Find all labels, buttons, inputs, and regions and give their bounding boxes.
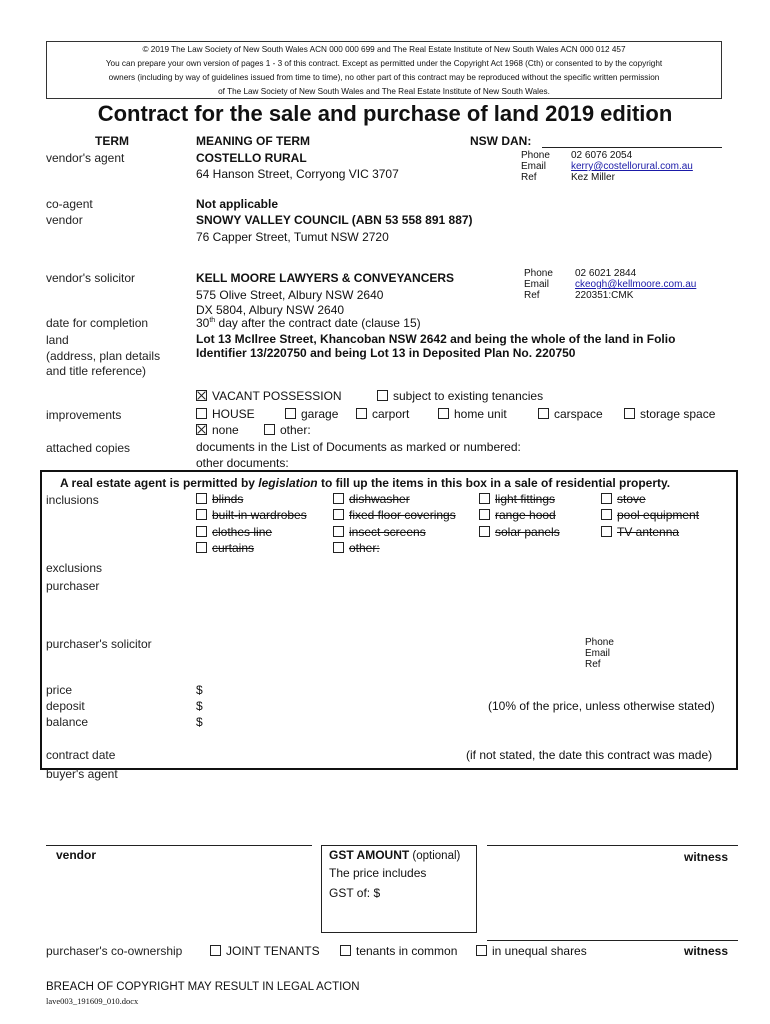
checkbox-icon[interactable]: [538, 408, 549, 419]
balance-dollar: $: [196, 715, 203, 729]
breach-warning: BREACH OF COPYRIGHT MAY RESULT IN LEGAL ACTION: [46, 981, 360, 993]
improvement-house-option[interactable]: [196, 407, 255, 421]
land-label-details: (address, plan details: [46, 349, 161, 363]
gst-box-bottom: [321, 932, 477, 933]
inclusion-label: light fittings: [495, 492, 556, 506]
inclusion-stove[interactable]: [601, 492, 646, 506]
improvement-none-option[interactable]: [196, 423, 239, 437]
inclusion-light-fittings[interactable]: [479, 492, 555, 506]
tenants-in-common-label: tenants in common: [356, 944, 458, 958]
inclusion-dishwasher[interactable]: [333, 492, 410, 506]
gst-box-right: [476, 845, 477, 933]
gst-box-top: [321, 845, 477, 846]
completion-text: day after the contract date (clause 15): [215, 316, 421, 330]
home-unit-label: home unit: [454, 407, 507, 421]
improvements-label: improvements: [46, 408, 122, 422]
checkbox-icon[interactable]: [333, 509, 344, 520]
land-label-title: and title reference): [46, 364, 147, 378]
checkbox-icon[interactable]: [624, 408, 635, 419]
gst-title: GST AMOUNT: [329, 848, 410, 862]
contract-date-note: (if not stated, the date this contract was made): [466, 748, 713, 762]
witness-signature-line[interactable]: [487, 845, 738, 846]
vendors-agent-ref: Kez Miller: [571, 172, 615, 183]
vendors-agent-phone: 02 6076 2054: [571, 150, 633, 161]
checked-checkbox-icon[interactable]: [196, 424, 207, 435]
vendors-solicitor-label: vendor's solicitor: [46, 271, 135, 285]
inclusion-insect-screens[interactable]: [333, 525, 426, 539]
vendor-address: 76 Capper Street, Tumut NSW 2720: [196, 230, 389, 244]
inclusion-label: range hood: [495, 508, 556, 522]
checkbox-icon[interactable]: [601, 526, 612, 537]
co-agent-value: Not applicable: [196, 197, 279, 211]
contract-date-label: contract date: [46, 748, 116, 762]
file-name: lave003_191609_010.docx: [46, 996, 139, 1006]
email-label: Email: [524, 279, 550, 290]
improvement-carspace-option[interactable]: [538, 407, 603, 421]
improvement-home-unit-option[interactable]: [438, 407, 507, 421]
inclusion-blinds[interactable]: [196, 492, 243, 506]
checkbox-icon[interactable]: [356, 408, 367, 419]
purchasers-solicitor-contact-labels: [585, 637, 614, 670]
checkbox-icon[interactable]: [196, 493, 207, 504]
garage-label: garage: [301, 407, 339, 421]
checkbox-icon[interactable]: [479, 526, 490, 537]
inclusion-curtains[interactable]: [196, 541, 254, 555]
witness-label: witness: [684, 944, 729, 958]
gst-box-left: [321, 845, 322, 933]
co-agent-label: co-agent: [46, 197, 93, 211]
checkbox-icon[interactable]: [601, 509, 612, 520]
attached-documents-text: documents in the List of Documents as marked or numbered:: [196, 440, 521, 454]
inclusion-label: solar panels: [495, 525, 560, 539]
checkbox-icon[interactable]: [196, 542, 207, 553]
checkbox-icon[interactable]: [285, 408, 296, 419]
exclusions-label: exclusions: [46, 561, 103, 575]
copyright-notice: [46, 41, 722, 99]
nsw-dan-label: NSW DAN:: [470, 134, 532, 148]
inclusion-clothes-line[interactable]: [196, 525, 272, 539]
page-title: Contract for the sale and purchase of land 2019 edition: [97, 101, 673, 126]
checked-checkbox-icon[interactable]: [196, 390, 207, 401]
nsw-dan-field[interactable]: [542, 147, 722, 148]
land-description-line2: Identifier 13/220750 and being Lot 13 in Deposited Plan No. 220750: [196, 346, 576, 360]
vendors-solicitor-name: KELL MOORE LAWYERS & CONVEYANCERS: [196, 271, 455, 285]
inclusion-label: clothes line: [212, 525, 273, 539]
witness-signature-line[interactable]: [487, 940, 738, 941]
checkbox-icon[interactable]: [333, 542, 344, 553]
inclusion-label: insect screens: [349, 525, 426, 539]
existing-tenancies-label: subject to existing tenancies: [393, 389, 544, 403]
term-header: TERM: [95, 134, 129, 148]
buyers-agent-label: buyer's agent: [46, 767, 118, 781]
copyright-line: © 2019 The Law Society of New South Wales ACN 000 000 699 and The Real Estate Institute of New South Wales ACN 000 012 457: [142, 45, 626, 54]
copyright-line: You can prepare your own version of pages 1 - 3 of this contract. Except as permitted under the Copyright Act 1968 (Cth) or consented to by the copyright: [105, 59, 663, 68]
tenants-in-common-option[interactable]: [340, 944, 457, 958]
gst-of-text[interactable]: GST of: $: [329, 886, 381, 900]
joint-tenants-label: JOINT TENANTS: [226, 944, 320, 958]
attached-copies-label: attached copies: [46, 441, 131, 455]
gst-includes-text: The price includes: [329, 866, 427, 880]
email-label: Email: [521, 161, 547, 172]
checkbox-icon[interactable]: [333, 493, 344, 504]
inclusion-label: stove: [617, 492, 646, 506]
inclusion-label: pool equipment: [617, 508, 700, 522]
vendors-agent-contact-values: [571, 150, 693, 183]
storage-space-label: storage space: [640, 407, 716, 421]
improvement-other-option[interactable]: [264, 423, 311, 437]
heading-text: A real estate agent is permitted by: [60, 476, 259, 490]
checkbox-icon[interactable]: [438, 408, 449, 419]
meaning-header: MEANING OF TERM: [196, 134, 310, 148]
carport-label: carport: [372, 407, 410, 421]
land-label: land: [46, 333, 69, 347]
completion-suffix: th: [209, 317, 216, 324]
inclusion-label: TV antenna: [617, 525, 680, 539]
vendors-solicitor-contact-labels: [524, 268, 553, 301]
joint-tenants-option[interactable]: [210, 944, 320, 958]
checkbox-icon[interactable]: [333, 526, 344, 537]
co-ownership-label: purchaser's co-ownership: [46, 944, 183, 958]
vendors-agent-contact-labels: [521, 150, 550, 183]
copyright-line: owners (including by way of guidelines issued from time to time), no other part of this contract may be reproduced without the specific written permission: [108, 73, 660, 82]
checkbox-icon[interactable]: [479, 493, 490, 504]
inclusion-label: dishwasher: [349, 492, 410, 506]
vendors-solicitor-phone: 02 6021 2844: [575, 268, 637, 279]
vendor-signature-label: vendor: [56, 848, 97, 862]
checkbox-icon[interactable]: [210, 945, 221, 956]
witness-label: witness: [684, 850, 729, 864]
vendors-solicitor-contact-values: [575, 268, 696, 301]
checkbox-icon[interactable]: [476, 945, 487, 956]
improvement-garage-option[interactable]: [285, 407, 338, 421]
gst-amount-title: [329, 848, 460, 862]
existing-tenancies-option[interactable]: [377, 389, 543, 403]
inclusion-pool-equipment[interactable]: [601, 508, 699, 522]
completion-label: date for completion: [46, 316, 149, 330]
balance-label: balance: [46, 715, 89, 729]
improvement-carport-option[interactable]: [356, 407, 409, 421]
inclusions-label: inclusions: [46, 493, 99, 507]
inclusion-label: curtains: [212, 541, 255, 555]
checkbox-icon[interactable]: [196, 526, 207, 537]
completion-days: 30: [196, 316, 210, 330]
deposit-dollar: $: [196, 699, 203, 713]
real-estate-box-heading: [60, 476, 670, 490]
inclusion-other[interactable]: [333, 541, 380, 555]
vendors-solicitor-address: 575 Olive Street, Albury NSW 2640: [196, 288, 384, 302]
inclusion-fixed-floor-coverings[interactable]: [333, 508, 456, 522]
price-label: price: [46, 683, 73, 697]
vendors-solicitor-ref: 220351:CMK: [575, 290, 634, 301]
phone-label: Phone: [521, 150, 550, 161]
none-label: none: [212, 423, 239, 437]
ref-label: Ref: [585, 659, 601, 670]
checkbox-icon[interactable]: [196, 509, 207, 520]
phone-label: Phone: [524, 268, 553, 279]
copyright-line: of The Law Society of New South Wales and The Real Estate Institute of New South Wales.: [218, 87, 550, 96]
heading-text: to fill up the items in this box in a sale of residential property.: [317, 476, 671, 490]
inclusion-tv-antenna[interactable]: [601, 525, 679, 539]
phone-label: Phone: [585, 637, 614, 648]
deposit-label: deposit: [46, 699, 85, 713]
vacant-possession-option[interactable]: [196, 389, 342, 403]
ref-label: Ref: [524, 290, 540, 301]
purchasers-solicitor-label: purchaser's solicitor: [46, 637, 152, 651]
vendors-agent-address: 64 Hanson Street, Corryong VIC 3707: [196, 167, 399, 181]
inclusion-label: other:: [349, 541, 380, 555]
inclusion-label: blinds: [212, 492, 244, 506]
inclusion-label: fixed floor coverings: [349, 508, 456, 522]
completion-value: [196, 316, 421, 330]
carspace-label: carspace: [554, 407, 603, 421]
checkbox-icon[interactable]: [479, 509, 490, 520]
vendors-solicitor-email-link[interactable]: ckeogh@kellmoore.com.au: [575, 279, 697, 290]
improvement-storage-option[interactable]: [624, 407, 715, 421]
inclusion-built-in-wardrobes[interactable]: [196, 508, 307, 522]
vendor-name: SNOWY VALLEY COUNCIL (ABN 53 558 891 887): [196, 213, 473, 227]
unequal-shares-label: in unequal shares: [492, 944, 587, 958]
inclusion-range-hood[interactable]: [479, 508, 556, 522]
checkbox-icon[interactable]: [601, 493, 612, 504]
other-label: other:: [280, 423, 311, 437]
gst-optional: (optional): [409, 850, 461, 862]
house-label: HOUSE: [212, 407, 255, 421]
email-label: Email: [585, 648, 611, 659]
purchaser-label: purchaser: [46, 579, 100, 593]
vacant-possession-label: VACANT POSSESSION: [212, 389, 342, 403]
checkbox-icon[interactable]: [196, 408, 207, 419]
inclusion-label: built-in wardrobes: [212, 508, 307, 522]
heading-emphasis: legislation: [258, 476, 318, 490]
land-description-line1: Lot 13 McIlree Street, Khancoban NSW 2642 and being the whole of the land in Folio: [196, 332, 676, 346]
vendor-signature-line[interactable]: [46, 845, 312, 846]
checkbox-icon[interactable]: [340, 945, 351, 956]
vendors-agent-email-link[interactable]: kerry@costellorural.com.au: [571, 161, 693, 172]
unequal-shares-option[interactable]: [476, 944, 587, 958]
inclusion-solar-panels[interactable]: [479, 525, 560, 539]
checkbox-icon[interactable]: [264, 424, 275, 435]
checkbox-icon[interactable]: [377, 390, 388, 401]
ref-label: Ref: [521, 172, 537, 183]
vendors-agent-label: vendor's agent: [46, 151, 125, 165]
price-dollar: $: [196, 683, 203, 697]
vendor-label: vendor: [46, 213, 83, 227]
deposit-note: (10% of the price, unless otherwise stated): [488, 699, 715, 713]
other-documents-text: other documents:: [196, 456, 289, 470]
vendors-agent-name: COSTELLO RURAL: [196, 151, 307, 165]
vendors-solicitor-dx: DX 5804, Albury NSW 2640: [196, 303, 345, 317]
